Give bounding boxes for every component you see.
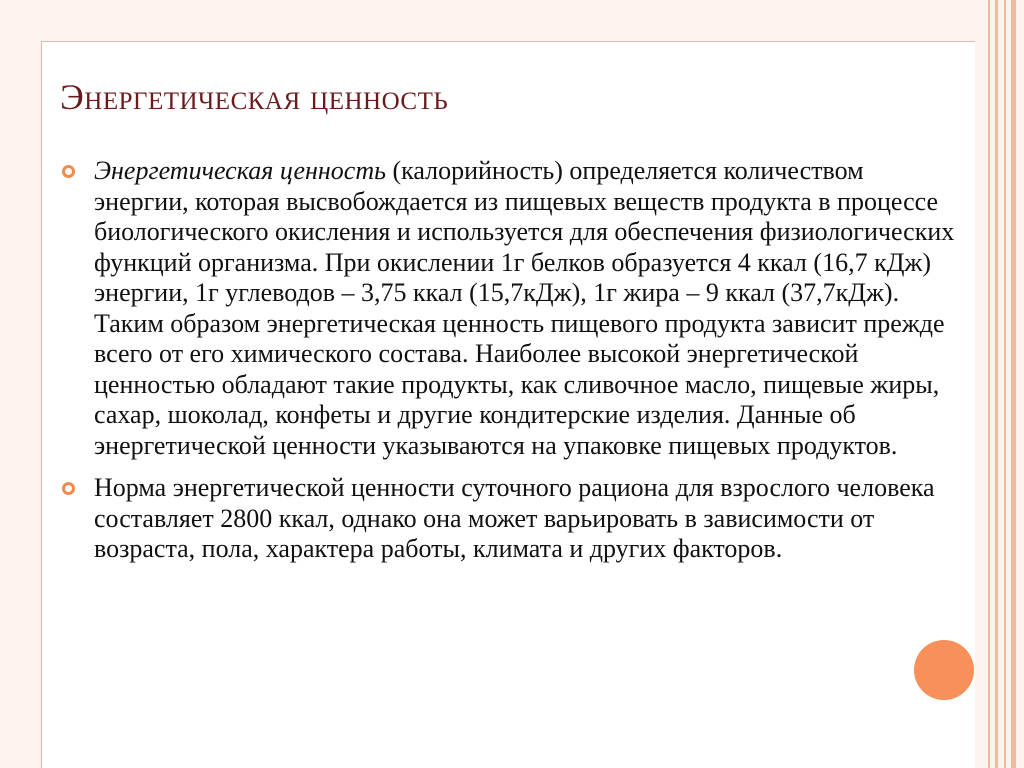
circle-bullet-icon: [62, 165, 75, 178]
bullet-item-1: [62, 156, 962, 461]
bullet-item-2: [62, 473, 962, 565]
bullet-list: [62, 156, 962, 577]
circle-bullet-icon: [62, 482, 75, 495]
bullet-text: (калорийность) определяется количеством энергии, которая высвобождается из пищевых веществ продукта в процессе биологического окисления и используется для обеспечения физиологических функций организма. При окислении 1г белков образуется 4 ккал (16,7 кДж) энергии, 1г углеводов – 3,75 ккал (15,7кДж), 1г жира – 9 ккал (37,7кДж). Таким образом энергетическая ценность пищевого продукта зависит прежде всего от его химического состава. Наиболее высокой энергетической ценностью обладают такие продукты, как сливочное масло, пищевые жиры, сахар, шоколад, конфеты и другие кондитерские изделия. Данные об энергетической ценности указываются на упаковке пищевых продуктов.: [94, 156, 955, 460]
decorative-circle-icon: [914, 640, 974, 700]
slide-title: Энергетическая ценность: [60, 77, 449, 117]
decorative-stripes: [980, 0, 1024, 768]
stripe-2: [995, 0, 998, 768]
bullet-text: Норма энергетической ценности суточного рациона для взрослого человека составляет 2800 ккал, однако она может варьировать в зависимости от возраста, пола, характера работы, климата и других факторов.: [94, 473, 935, 563]
stripe-4: [1011, 0, 1016, 768]
stripe-1: [988, 0, 990, 768]
stripe-3: [1004, 0, 1006, 768]
bullet-term: Энергетическая ценность: [94, 156, 386, 185]
